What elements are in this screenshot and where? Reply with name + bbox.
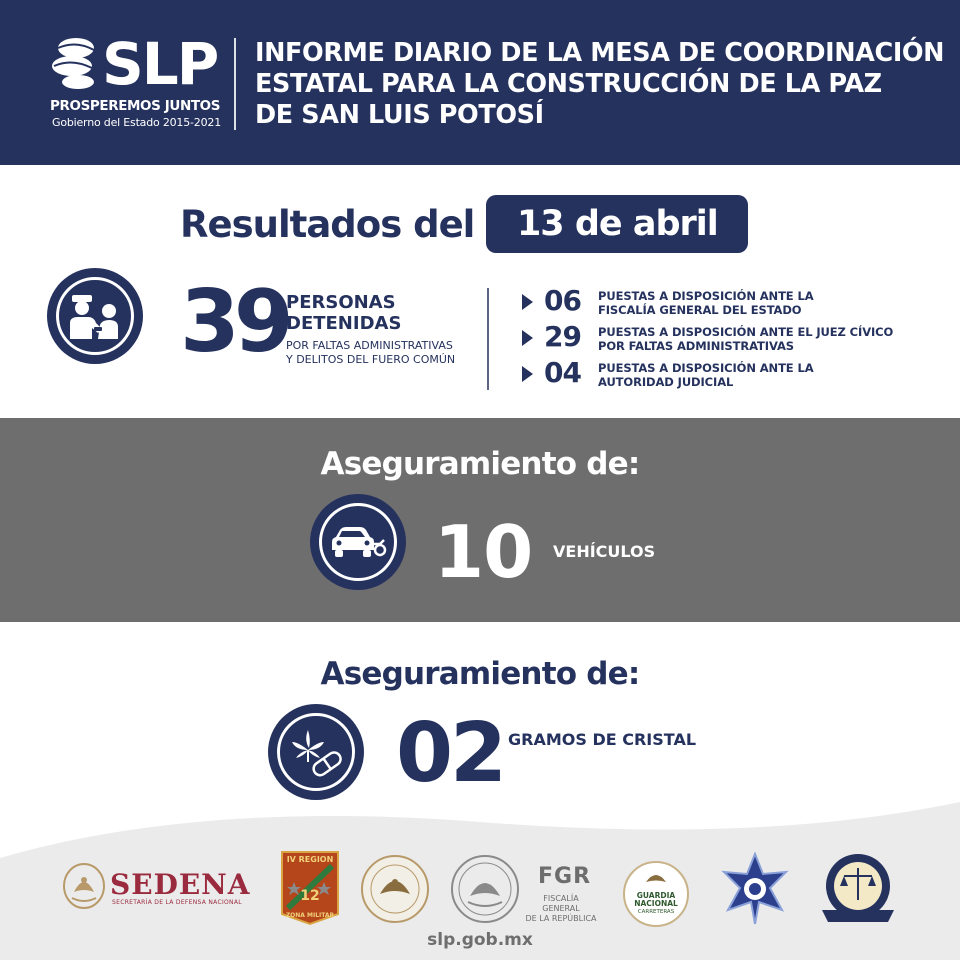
- detained-sublabel: [286, 339, 455, 367]
- guardia-text-3: CARRETERAS: [637, 909, 675, 915]
- slp-logo: [50, 32, 225, 142]
- breakdown-text-line: PUESTAS A DISPOSICIÓN ANTE LA: [598, 289, 814, 303]
- detained-person-icon: [68, 291, 122, 341]
- drugs-unit: GRAMOS DE CRISTAL: [508, 730, 697, 749]
- detained-breakdown: [522, 286, 942, 394]
- sedena-subtitle: SECRETARÍA DE LA DEFENSA NACIONAL: [112, 899, 242, 906]
- slogan: PROSPEREMOS JUNTOS: [50, 98, 221, 114]
- detained-sub-line: POR FALTAS ADMINISTRATIVAS: [286, 339, 453, 352]
- sedena-logo-text: SEDENA: [110, 868, 251, 901]
- zona-number: 12: [300, 888, 320, 904]
- breakdown-text: [598, 361, 814, 389]
- breakdown-item: [522, 358, 942, 394]
- breakdown-text-line: PUESTAS A DISPOSICIÓN ANTE LA: [598, 361, 814, 375]
- fiscalia-estado-seal-icon: [818, 852, 898, 926]
- drugs-count: 02: [396, 706, 505, 801]
- report-title-line: DE SAN LUIS POTOSÍ: [255, 100, 544, 130]
- guardia-nacional-seal-icon: [360, 854, 430, 924]
- guardia-text-2: NACIONAL: [634, 899, 678, 908]
- detained-count: 39: [180, 272, 288, 372]
- report-title-line: ESTATAL PARA LA CONSTRUCCIÓN DE LA PAZ: [255, 69, 882, 99]
- zona-region-text: IV REGION: [286, 855, 334, 864]
- detained-label-line: DETENIDAS: [286, 313, 402, 334]
- drugs-pills-icon: [288, 726, 344, 778]
- report-title: [255, 38, 945, 131]
- report-title-line: INFORME DIARIO DE LA MESA DE COORDINACIÓN: [255, 38, 945, 68]
- breakdown-text-line: AUTORIDAD JUDICIAL: [598, 375, 734, 389]
- drugs-circle: [268, 704, 364, 800]
- vehicles-unit: VEHÍCULOS: [553, 542, 656, 561]
- results-label: Resultados del: [180, 202, 475, 246]
- breakdown-text-line: FISCALÍA GENERAL DEL ESTADO: [598, 303, 802, 317]
- mexico-national-seal-icon: [450, 854, 520, 924]
- breakdown-text: [598, 289, 814, 317]
- header-banner: [0, 0, 960, 165]
- results-divider: [487, 288, 489, 390]
- fgr-subtitle-line: DE LA REPÚBLICA: [525, 914, 597, 923]
- car-motorcycle-icon: [328, 522, 388, 562]
- slp-logo-text: SLP: [102, 30, 218, 98]
- breakdown-item: [522, 286, 942, 322]
- arrow-right-icon: [522, 330, 533, 346]
- detained-label: [286, 292, 401, 334]
- slp-logo-mark-icon: [50, 36, 102, 90]
- website-url[interactable]: slp.gob.mx: [427, 930, 533, 950]
- breakdown-text: [598, 325, 893, 353]
- arrow-right-icon: [522, 366, 533, 382]
- vehicles-circle: [310, 494, 406, 590]
- police-star-badge-icon: [718, 852, 792, 926]
- fgr-logo-text: FGR: [538, 864, 592, 889]
- breakdown-number: 29: [544, 320, 581, 353]
- zona-militar-badge: [280, 850, 340, 926]
- breakdown-text-line: PUESTAS A DISPOSICIÓN ANTE EL JUEZ CÍVICO: [598, 325, 894, 339]
- arrow-right-icon: [522, 294, 533, 310]
- vehicles-section: [0, 418, 960, 622]
- date-badge: 13 de abril: [486, 195, 748, 253]
- fgr-subtitle: [524, 894, 598, 924]
- sedena-eagle-seal-icon: [62, 862, 106, 910]
- vehicles-heading: Aseguramiento de:: [320, 446, 640, 482]
- fgr-subtitle-line: FISCALÍA GENERAL: [542, 894, 580, 913]
- zona-militar-text: ZONA MILITAR: [285, 912, 335, 919]
- breakdown-number: 04: [544, 356, 581, 389]
- drugs-heading: Aseguramiento de:: [320, 656, 640, 692]
- detained-label-line: PERSONAS: [286, 292, 396, 313]
- header-divider: [234, 38, 236, 130]
- guardia-text-1: GUARDIA: [636, 891, 676, 900]
- breakdown-text-line: POR FALTAS ADMINISTRATIVAS: [598, 339, 794, 353]
- government-period: Gobierno del Estado 2015-2021: [52, 116, 221, 129]
- detained-circle: [47, 268, 143, 364]
- vehicles-count: 10: [434, 510, 533, 594]
- guardia-carreteras-logo-icon: [622, 860, 690, 928]
- detained-sub-line: Y DELITOS DEL FUERO COMÚN: [286, 353, 456, 366]
- results-heading: [180, 196, 748, 252]
- breakdown-number: 06: [544, 284, 581, 317]
- breakdown-item: [522, 322, 942, 358]
